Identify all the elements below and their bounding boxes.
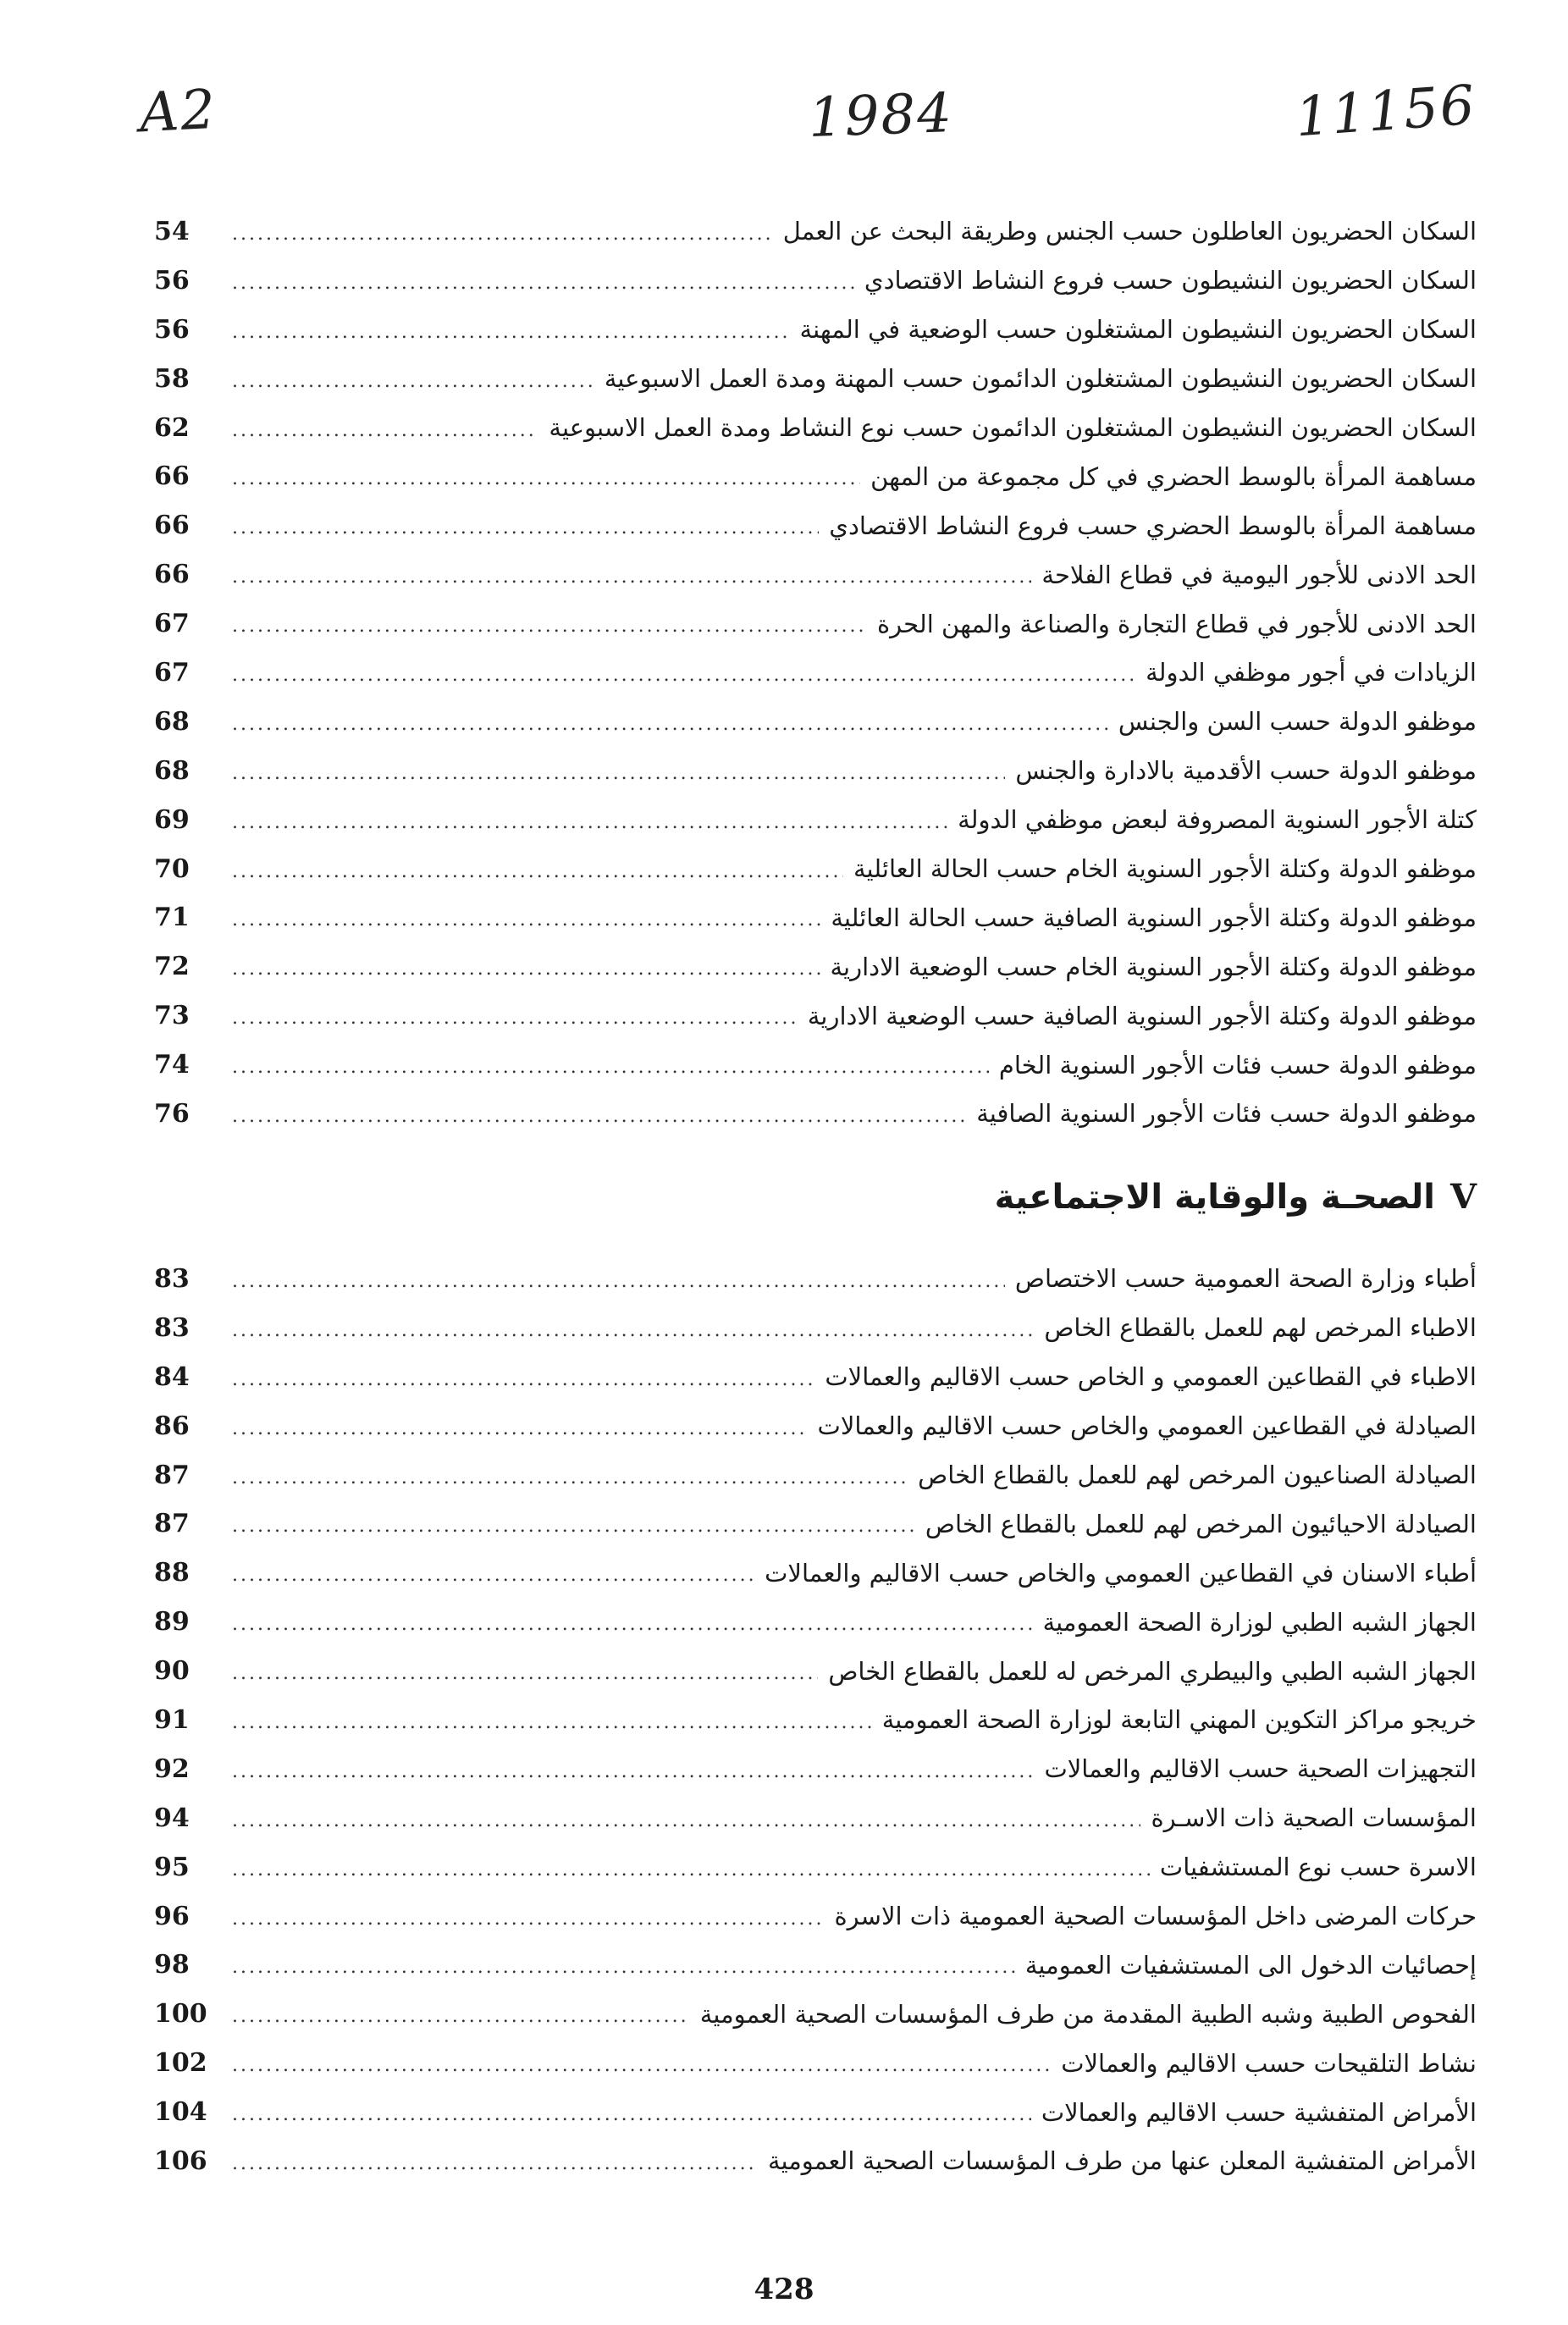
toc-entry-page: 56 [154, 314, 190, 345]
toc-entry-page: 66 [154, 560, 190, 590]
toc-entry-page: 91 [154, 1704, 190, 1735]
toc-entry-title: الأمراض المتفشية حسب الاقاليم والعمالات [1041, 2097, 1477, 2127]
toc-entry-title: موظفو الدولة وكتلة الأجور السنوية الخام حسب الوضعية الادارية [830, 952, 1477, 981]
toc-entry [154, 306, 1477, 355]
dot-leader [232, 1511, 915, 1537]
dot-leader [232, 1414, 808, 1439]
toc-entry-title: مساهمة المرأة بالوسط الحضري في كل مجموعة من المهن [870, 461, 1477, 491]
dot-leader [232, 1365, 814, 1390]
toc-entry [154, 1647, 1477, 1696]
toc-entry-title: موظفو الدولة وكتلة الأجور السنوية الخام حسب الحالة العائلية [853, 854, 1477, 884]
toc-entry-title: موظفو الدولة وكتلة الأجور السنوية الصافية حسب الحالة العائلية [831, 903, 1477, 932]
toc-entry [154, 649, 1477, 698]
dot-leader [232, 2002, 690, 2027]
toc-entry-title: الجهاز الشبه الطبي والبيطري المرخص له للعمل بالقطاع الخاص [828, 1656, 1477, 1686]
toc-entry [154, 991, 1477, 1041]
toc-entry-page: 96 [154, 1901, 190, 1931]
toc-entry [154, 1696, 1477, 1745]
toc-entry-title: الفحوص الطبية وشبه الطبية المقدمة من طرف المؤسسات الصحية العمومية [699, 1999, 1477, 2029]
dot-leader [232, 268, 854, 294]
toc-entry [154, 1598, 1477, 1647]
toc-entry-page: 73 [154, 1001, 190, 1031]
dot-leader [232, 611, 867, 637]
handwritten-header [0, 74, 1568, 157]
dot-leader [232, 1757, 1034, 1782]
toc-entry [154, 1402, 1477, 1451]
toc-entry [154, 1892, 1477, 1941]
toc-entry-title: الحد الادنى للأجور اليومية في قطاع الفلاحة [1041, 560, 1477, 589]
toc-entry [154, 550, 1477, 599]
toc-entry [154, 404, 1477, 453]
toc-entry [154, 355, 1477, 404]
toc-entry-page: 94 [154, 1803, 190, 1833]
dot-leader [232, 808, 947, 833]
section-number: V [1449, 1177, 1477, 1217]
toc-entry [154, 1304, 1477, 1353]
toc-entry-page: 83 [154, 1312, 190, 1343]
toc-entry-page: 88 [154, 1558, 190, 1588]
dot-leader [232, 1610, 1033, 1635]
dot-leader [232, 1052, 989, 1078]
toc-entry [154, 893, 1477, 942]
toc-entry-title: الجهاز الشبه الطبي لوزارة الصحة العمومية [1042, 1607, 1477, 1637]
toc-entry-title: الأمراض المتفشية المعلن عنها من طرف المؤسسات الصحية العمومية [767, 2146, 1477, 2176]
toc-entry-title: التجهيزات الصحية حسب الاقاليم والعمالات [1044, 1754, 1477, 1784]
toc-entry [154, 1990, 1477, 2039]
section-heading [995, 1177, 1477, 1217]
dot-leader [232, 1904, 824, 1930]
toc-entry-title: السكان الحضريون النشيطون حسب فروع النشاط الاقتصادي [864, 266, 1477, 295]
toc-entry-page: 62 [154, 412, 190, 443]
handwritten-note-reference: 11156 [1294, 74, 1479, 150]
dot-leader [232, 1659, 818, 1684]
dot-leader [232, 710, 1108, 735]
dot-leader [232, 367, 594, 392]
toc-entry [154, 2039, 1477, 2088]
toc-entry-page: 87 [154, 1460, 190, 1490]
toc-entry-page: 69 [154, 804, 190, 835]
toc-entry-page: 106 [154, 2146, 207, 2176]
toc-entry [154, 1041, 1477, 1090]
handwritten-note-left: A2 [138, 78, 218, 146]
toc-entry [154, 1499, 1477, 1549]
toc-entry [154, 796, 1477, 845]
dot-leader [232, 219, 773, 245]
toc-entry-page: 95 [154, 1852, 190, 1882]
toc-entry-page: 102 [154, 2048, 207, 2079]
dot-leader [232, 464, 860, 489]
toc-entry-title: خريجو مراكز التكوين المهني التابعة لوزارة الصحة العمومية [881, 1705, 1477, 1735]
toc-entry-page: 70 [154, 853, 190, 884]
toc-entry-page: 67 [154, 657, 190, 688]
toc-entry-title: السكان الحضريون النشيطون المشتغلون الدائمون حسب نوع النشاط ومدة العمل الاسبوعية [549, 413, 1477, 442]
dot-leader [232, 318, 790, 343]
toc-entry [154, 1451, 1477, 1500]
toc-entry [154, 452, 1477, 501]
toc-entry-title: السكان الحضريون العاطلون حسب الجنس وطريقة البحث عن العمل [782, 217, 1477, 246]
toc-entry [154, 1549, 1477, 1598]
dot-leader [232, 857, 843, 882]
toc-entry [154, 1090, 1477, 1139]
toc-entry [154, 501, 1477, 550]
dot-leader [232, 2149, 758, 2174]
toc-entry [154, 845, 1477, 894]
dot-leader [232, 1267, 1005, 1292]
toc-entry-page: 87 [154, 1509, 190, 1539]
dot-leader [232, 513, 819, 538]
toc-entry-page: 56 [154, 265, 190, 295]
toc-entry [154, 1941, 1477, 1990]
toc-entry-title: الصيادلة الاحيائيون المرخص لهم للعمل بالقطاع الخاص [925, 1509, 1477, 1538]
toc-entry-page: 83 [154, 1263, 190, 1294]
toc-entry-page: 90 [154, 1656, 190, 1687]
dot-leader [232, 759, 1005, 784]
dot-leader [232, 416, 538, 441]
toc-entry-title: إحصائيات الدخول الى المستشفيات العمومية [1024, 1950, 1477, 1980]
dot-leader [232, 2100, 1031, 2125]
dot-leader [232, 954, 820, 980]
dot-leader [232, 1560, 754, 1586]
handwritten-note-year: 1984 [807, 82, 955, 150]
toc-entry [154, 747, 1477, 796]
toc-entry-page: 84 [154, 1361, 190, 1392]
toc-entry-page: 89 [154, 1607, 190, 1637]
toc-entry [154, 1353, 1477, 1402]
toc-entry [154, 1843, 1477, 1892]
toc-entry-title: الزيادات في أجور موظفي الدولة [1146, 658, 1477, 688]
toc-entry [154, 2137, 1477, 2186]
toc-entry [154, 207, 1477, 257]
toc-entry-page: 67 [154, 609, 190, 639]
dot-leader [232, 1463, 908, 1488]
toc-entry-page: 68 [154, 706, 190, 737]
toc-entry-page: 66 [154, 511, 190, 541]
section-title: الصحـة والوقاية الاجتماعية [994, 1177, 1435, 1217]
toc-entry-title: موظفو الدولة حسب فئات الأجور السنوية الصافية [976, 1099, 1477, 1129]
toc-entry [154, 1255, 1477, 1304]
toc-entry-page: 66 [154, 461, 190, 492]
toc-entry-title: السكان الحضريون النشيطون المشتغلون الدائمون حسب المهنة ومدة العمل الاسبوعية [604, 364, 1477, 394]
toc-entry-page: 104 [154, 2097, 207, 2128]
dot-leader [232, 562, 1031, 588]
toc-entry [154, 599, 1477, 649]
toc-entry-title: موظفو الدولة وكتلة الأجور السنوية الصافية حسب الوضعية الادارية [807, 1001, 1477, 1030]
toc-entry-title: الصيادلة الصناعيون المرخص لهم للعمل بالقطاع الخاص [918, 1461, 1477, 1489]
toc-entry-title: السكان الحضريون النشيطون المشتغلون حسب الوضعية في المهنة [799, 315, 1477, 345]
toc-entry-title: موظفو الدولة حسب السن والجنس [1118, 707, 1477, 737]
toc-entry-page: 71 [154, 903, 190, 933]
toc-section-employment [154, 207, 1477, 1139]
toc-entry-title: موظفو الدولة حسب الأقدمية بالادارة والجنس [1015, 756, 1477, 786]
dot-leader [232, 1708, 872, 1733]
toc-entry-title: الصيادلة في القطاعين العمومي والخاص حسب الاقاليم والعمالات [817, 1411, 1477, 1441]
toc-entry-page: 92 [154, 1753, 190, 1784]
toc-entry-title: الاطباء المرخص لهم للعمل بالقطاع الخاص [1044, 1313, 1477, 1343]
toc-entry-page: 100 [154, 1999, 207, 2030]
dot-leader [232, 660, 1135, 686]
dot-leader [232, 1806, 1140, 1831]
toc-entry-title: نشاط التلقيحات حسب الاقاليم والعمالات [1061, 2048, 1477, 2078]
dot-leader [232, 1316, 1034, 1341]
dot-leader [232, 905, 820, 931]
toc-entry-page: 68 [154, 755, 190, 786]
toc-entry-title: الاطباء في القطاعين العمومي و الخاص حسب الاقاليم والعمالات [825, 1362, 1477, 1392]
toc-entry-title: مساهمة المرأة بالوسط الحضري حسب فروع النشاط الاقتصادي [829, 511, 1477, 540]
toc-entry-page: 58 [154, 363, 190, 394]
toc-entry-title: كتلة الأجور السنوية المصروفة لبعض موظفي الدولة [958, 805, 1477, 835]
dot-leader [232, 1855, 1150, 1880]
toc-entry [154, 2088, 1477, 2137]
dot-leader [232, 2051, 1051, 2076]
toc-entry [154, 942, 1477, 991]
toc-entry-page: 98 [154, 1950, 190, 1980]
toc-entry-title: حركات المرضى داخل المؤسسات الصحية العمومية ذات الاسرة [834, 1902, 1477, 1931]
toc-entry [154, 257, 1477, 306]
toc-entry-title: الاسرة حسب نوع المستشفيات [1159, 1853, 1477, 1882]
toc-section-health [154, 1255, 1477, 2186]
toc-entry-page: 76 [154, 1098, 190, 1129]
toc-entry-page: 74 [154, 1050, 190, 1080]
dot-leader [232, 1952, 1015, 1978]
dot-leader [232, 1003, 798, 1029]
toc-entry [154, 1745, 1477, 1794]
toc-entry-title: أطباء وزارة الصحة العمومية حسب الاختصاص [1014, 1264, 1477, 1294]
dot-leader [232, 1102, 966, 1127]
toc-entry [154, 698, 1477, 747]
toc-entry-page: 72 [154, 952, 190, 982]
toc-entry-page: 54 [154, 216, 190, 246]
toc-entry-title: المؤسسات الصحية ذات الاسـرة [1151, 1803, 1477, 1833]
toc-entry-title: موظفو الدولة حسب فئات الأجور السنوية الخام [998, 1050, 1477, 1080]
toc-entry [154, 1794, 1477, 1843]
page-number: 428 [754, 2273, 814, 2306]
toc-entry-title: الحد الادنى للأجور في قطاع التجارة والصناعة والمهن الحرة [876, 609, 1477, 638]
toc-entry-title: أطباء الاسنان في القطاعين العمومي والخاص حسب الاقاليم والعمالات [765, 1558, 1477, 1588]
toc-entry-page: 86 [154, 1411, 190, 1441]
